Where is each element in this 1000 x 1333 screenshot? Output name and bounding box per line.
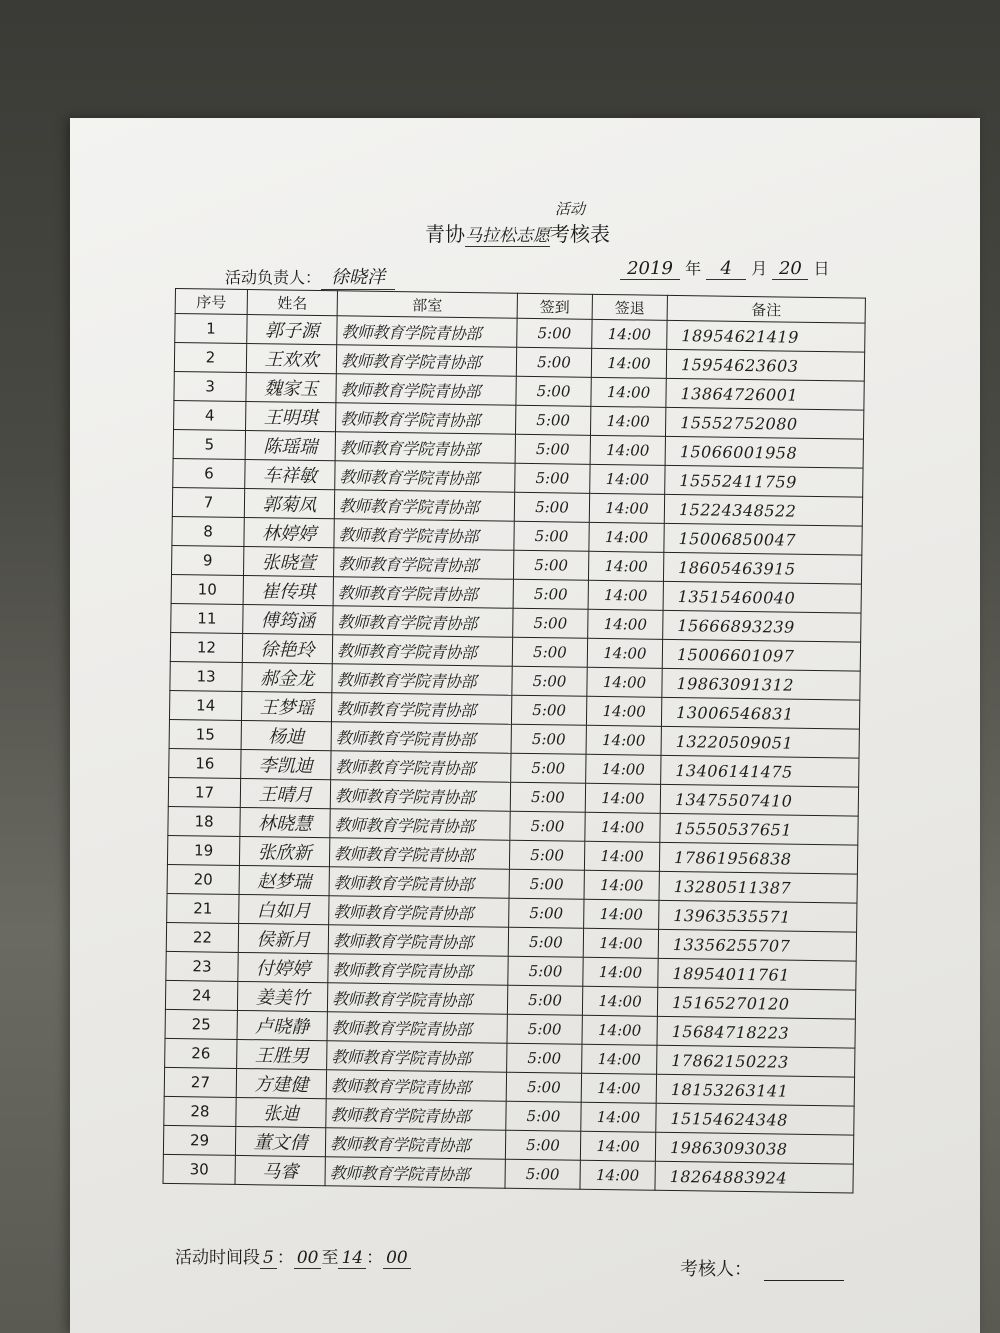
row-checkin: 5:00	[506, 1072, 581, 1102]
row-note: 15006601097	[662, 639, 860, 671]
header-name: 姓名	[247, 290, 337, 316]
row-checkin: 5:00	[507, 1043, 582, 1073]
row-note: 13280511387	[659, 871, 857, 903]
row-note: 13515460040	[663, 581, 861, 613]
row-checkin: 5:00	[512, 666, 587, 696]
row-seq: 2	[174, 343, 246, 373]
row-dept: 教师教育学院青协部	[328, 925, 508, 957]
row-dept: 教师教育学院青协部	[330, 780, 510, 812]
row-note: 15684718223	[657, 1016, 855, 1048]
row-dept: 教师教育学院青协部	[331, 722, 511, 754]
row-seq: 13	[170, 661, 242, 691]
row-checkout: 14:00	[588, 609, 663, 639]
row-name: 侯新月	[238, 923, 328, 953]
row-dept: 教师教育学院青协部	[333, 606, 513, 638]
row-note: 15224348522	[664, 494, 862, 526]
row-name: 王欢欢	[246, 344, 336, 374]
activity-period	[175, 1243, 411, 1268]
row-seq: 11	[171, 603, 243, 633]
row-checkin: 5:00	[507, 985, 582, 1015]
row-dept: 教师教育学院青协部	[336, 403, 516, 435]
row-name: 马睿	[235, 1155, 325, 1185]
row-seq: 4	[174, 400, 246, 430]
row-dept: 教师教育学院青协部	[332, 635, 512, 667]
header-seq: 序号	[175, 289, 247, 315]
date-month-label: 月	[751, 259, 768, 278]
row-note: 13220509051	[661, 726, 859, 758]
row-checkout: 14:00	[589, 522, 664, 552]
row-checkin: 5:00	[515, 434, 590, 464]
row-seq: 17	[168, 777, 240, 807]
row-checkin: 5:00	[511, 695, 586, 725]
row-name: 林婷婷	[244, 517, 334, 547]
row-name: 姜美竹	[237, 981, 327, 1011]
row-checkin: 5:00	[510, 782, 585, 812]
period-colon-1: ：	[276, 1248, 294, 1268]
period-colon-2: ：	[366, 1248, 384, 1268]
leader-label: 活动负责人：	[225, 268, 322, 287]
row-checkout: 14:00	[582, 1015, 657, 1045]
row-name: 张欣新	[239, 836, 329, 866]
row-note: 15666893239	[663, 610, 861, 642]
row-checkout: 14:00	[582, 986, 657, 1016]
row-seq: 26	[165, 1038, 237, 1068]
row-checkin: 5:00	[509, 869, 584, 899]
row-checkout: 14:00	[587, 638, 662, 668]
title-handwritten-insert: 活动	[555, 200, 586, 218]
row-seq: 21	[167, 893, 239, 923]
row-seq: 22	[166, 922, 238, 952]
start-hour: 5	[260, 1248, 277, 1269]
row-checkin: 5:00	[515, 463, 590, 493]
row-checkout: 14:00	[590, 435, 665, 465]
row-name: 白如月	[239, 894, 329, 924]
row-note: 17862150223	[657, 1045, 855, 1077]
examiner-label: 考核人：	[680, 1259, 752, 1280]
row-checkout: 14:00	[580, 1160, 655, 1190]
row-seq: 1	[175, 314, 247, 344]
row-checkin: 5:00	[512, 637, 587, 667]
row-checkin: 5:00	[517, 318, 592, 348]
row-checkin: 5:00	[513, 579, 588, 609]
row-checkout: 14:00	[591, 377, 666, 407]
row-dept: 教师教育学院青协部	[337, 316, 517, 348]
roster-body	[163, 314, 865, 1194]
row-note: 15552411759	[665, 465, 863, 497]
row-checkout: 14:00	[585, 812, 660, 842]
row-name: 郭菊凤	[244, 488, 334, 518]
start-minute: 00	[294, 1248, 322, 1269]
row-note: 18954621419	[667, 320, 865, 352]
row-seq: 3	[174, 371, 246, 401]
row-dept: 教师教育学院青协部	[327, 1041, 507, 1073]
period-label: 活动时间段	[175, 1248, 260, 1268]
row-dept: 教师教育学院青协部	[326, 1099, 506, 1131]
row-name: 陈瑶瑞	[245, 430, 335, 460]
end-hour: 14	[338, 1248, 366, 1269]
end-minute: 00	[383, 1248, 411, 1269]
row-seq: 18	[168, 806, 240, 836]
row-checkout: 14:00	[587, 667, 662, 697]
row-checkin: 5:00	[516, 376, 591, 406]
header-checkin: 签到	[517, 293, 592, 319]
row-note: 17861956838	[659, 842, 857, 874]
row-seq: 28	[164, 1096, 236, 1126]
row-dept: 教师教育学院青协部	[334, 490, 514, 522]
date-day: 20	[772, 258, 808, 280]
row-checkout: 14:00	[586, 725, 661, 755]
row-checkin: 5:00	[511, 753, 586, 783]
row-checkout: 14:00	[584, 870, 659, 900]
row-seq: 6	[173, 458, 245, 488]
form-title	[425, 200, 610, 247]
row-note: 13356255707	[658, 929, 856, 961]
row-seq: 27	[164, 1067, 236, 1097]
title-suffix: 考核表	[550, 222, 610, 246]
row-note: 15954623603	[666, 349, 864, 381]
row-seq: 30	[163, 1154, 235, 1184]
row-seq: 29	[163, 1125, 235, 1155]
row-checkout: 14:00	[584, 899, 659, 929]
row-seq: 15	[169, 719, 241, 749]
row-name: 郭子源	[247, 315, 337, 345]
examiner-line	[680, 1255, 844, 1281]
row-note: 18153263141	[656, 1074, 854, 1106]
row-name: 方建健	[236, 1068, 326, 1098]
row-dept: 教师教育学院青协部	[325, 1128, 505, 1160]
row-name: 林晓慧	[240, 807, 330, 837]
row-checkin: 5:00	[509, 840, 584, 870]
row-name: 张晓萱	[243, 546, 333, 576]
row-seq: 20	[167, 864, 239, 894]
row-checkin: 5:00	[507, 1014, 582, 1044]
leader-value: 徐晓洋	[321, 263, 395, 290]
row-checkout: 14:00	[582, 1044, 657, 1074]
row-name: 付婷婷	[238, 952, 328, 982]
row-seq: 7	[172, 487, 244, 517]
form-sheet	[70, 118, 980, 1333]
date-month: 4	[706, 258, 746, 280]
row-name: 杨迪	[241, 720, 331, 750]
row-checkout: 14:00	[583, 957, 658, 987]
row-name: 魏家玉	[246, 373, 336, 403]
row-checkin: 5:00	[516, 347, 591, 377]
row-name: 张迪	[236, 1097, 326, 1127]
row-note: 18954011761	[658, 958, 856, 990]
row-name: 徐艳玲	[242, 633, 332, 663]
header-dept: 部室	[337, 291, 517, 319]
row-name: 赵梦瑞	[239, 865, 329, 895]
row-dept: 教师教育学院青协部	[335, 461, 515, 493]
row-seq: 8	[172, 516, 244, 546]
row-dept: 教师教育学院青协部	[335, 432, 515, 464]
row-dept: 教师教育学院青协部	[330, 809, 510, 841]
period-to: 至	[321, 1248, 339, 1268]
row-checkin: 5:00	[505, 1130, 580, 1160]
row-checkin: 5:00	[509, 898, 584, 928]
row-checkout: 14:00	[585, 783, 660, 813]
row-dept: 教师教育学院青协部	[336, 345, 516, 377]
row-name: 王胜男	[237, 1039, 327, 1069]
row-seq: 19	[167, 835, 239, 865]
row-dept: 教师教育学院青协部	[331, 693, 511, 725]
row-seq: 24	[165, 980, 237, 1010]
row-dept: 教师教育学院青协部	[331, 751, 511, 783]
row-checkout: 14:00	[589, 493, 664, 523]
date-line	[620, 256, 830, 280]
row-name: 王明琪	[246, 402, 336, 432]
row-note: 15066001958	[665, 436, 863, 468]
row-checkout: 14:00	[590, 464, 665, 494]
row-seq: 25	[165, 1009, 237, 1039]
row-seq: 10	[171, 574, 243, 604]
row-seq: 12	[170, 632, 242, 662]
row-seq: 14	[169, 690, 241, 720]
leader-line	[225, 263, 395, 290]
row-note: 13864726001	[666, 378, 864, 410]
row-name: 卢晓静	[237, 1010, 327, 1040]
row-note: 15006850047	[664, 523, 862, 555]
row-name: 崔传琪	[243, 575, 333, 605]
row-note: 15552752080	[665, 407, 863, 439]
row-checkout: 14:00	[586, 696, 661, 726]
row-checkout: 14:00	[583, 928, 658, 958]
row-checkout: 14:00	[592, 319, 667, 349]
row-dept: 教师教育学院青协部	[325, 1157, 505, 1189]
row-note: 13406141475	[661, 755, 859, 787]
row-dept: 教师教育学院青协部	[333, 577, 513, 609]
row-checkout: 14:00	[586, 754, 661, 784]
examiner-blank	[764, 1280, 844, 1281]
row-dept: 教师教育学院青协部	[333, 548, 513, 580]
row-note: 15165270120	[657, 987, 855, 1019]
row-note: 19863093038	[655, 1132, 853, 1164]
row-note: 19863091312	[662, 668, 860, 700]
row-name: 傅筠涵	[243, 604, 333, 634]
row-checkin: 5:00	[514, 521, 589, 551]
row-note: 18264883924	[655, 1161, 853, 1193]
row-checkin: 5:00	[514, 492, 589, 522]
title-prefix: 青协	[425, 222, 465, 246]
row-note: 15550537651	[660, 813, 858, 845]
date-year-label: 年	[685, 259, 702, 278]
row-dept: 教师教育学院青协部	[334, 519, 514, 551]
row-checkin: 5:00	[515, 405, 590, 435]
row-dept: 教师教育学院青协部	[328, 954, 508, 986]
row-dept: 教师教育学院青协部	[327, 1012, 507, 1044]
row-name: 郝金龙	[242, 662, 332, 692]
row-checkout: 14:00	[584, 841, 659, 871]
date-day-label: 日	[813, 259, 830, 278]
row-note: 13475507410	[660, 784, 858, 816]
row-dept: 教师教育学院青协部	[329, 867, 509, 899]
row-name: 王梦瑶	[241, 691, 331, 721]
row-checkin: 5:00	[508, 956, 583, 986]
row-seq: 23	[166, 951, 238, 981]
row-dept: 教师教育学院青协部	[336, 374, 516, 406]
row-checkin: 5:00	[510, 811, 585, 841]
row-checkin: 5:00	[506, 1101, 581, 1131]
row-checkin: 5:00	[511, 724, 586, 754]
row-name: 王晴月	[240, 778, 330, 808]
row-note: 13963535571	[659, 900, 857, 932]
row-name: 李凯迪	[241, 749, 331, 779]
row-dept: 教师教育学院青协部	[329, 838, 509, 870]
row-checkout: 14:00	[580, 1131, 655, 1161]
header-note: 备注	[667, 295, 865, 323]
header-checkout: 签退	[592, 294, 667, 320]
row-dept: 教师教育学院青协部	[332, 664, 512, 696]
row-checkin: 5:00	[508, 927, 583, 957]
row-seq: 9	[171, 545, 243, 575]
row-note: 15154624348	[656, 1103, 854, 1135]
row-checkin: 5:00	[513, 608, 588, 638]
row-note: 13006546831	[661, 697, 859, 729]
row-checkout: 14:00	[588, 580, 663, 610]
row-checkin: 5:00	[505, 1159, 580, 1189]
row-name: 董文倩	[235, 1126, 325, 1156]
roster-table	[162, 288, 865, 1194]
row-dept: 教师教育学院青协部	[327, 983, 507, 1015]
row-checkout: 14:00	[591, 348, 666, 378]
row-note: 18605463915	[663, 552, 861, 584]
date-year: 2019	[620, 258, 680, 280]
row-name: 车祥敏	[245, 459, 335, 489]
row-checkout: 14:00	[588, 551, 663, 581]
row-checkout: 14:00	[581, 1073, 656, 1103]
row-dept: 教师教育学院青协部	[329, 896, 509, 928]
row-checkout: 14:00	[581, 1102, 656, 1132]
row-checkout: 14:00	[590, 406, 665, 436]
row-dept: 教师教育学院青协部	[326, 1070, 506, 1102]
row-seq: 16	[169, 748, 241, 778]
row-seq: 5	[173, 429, 245, 459]
title-handwritten: 马拉松志愿	[465, 226, 550, 246]
row-checkin: 5:00	[513, 550, 588, 580]
